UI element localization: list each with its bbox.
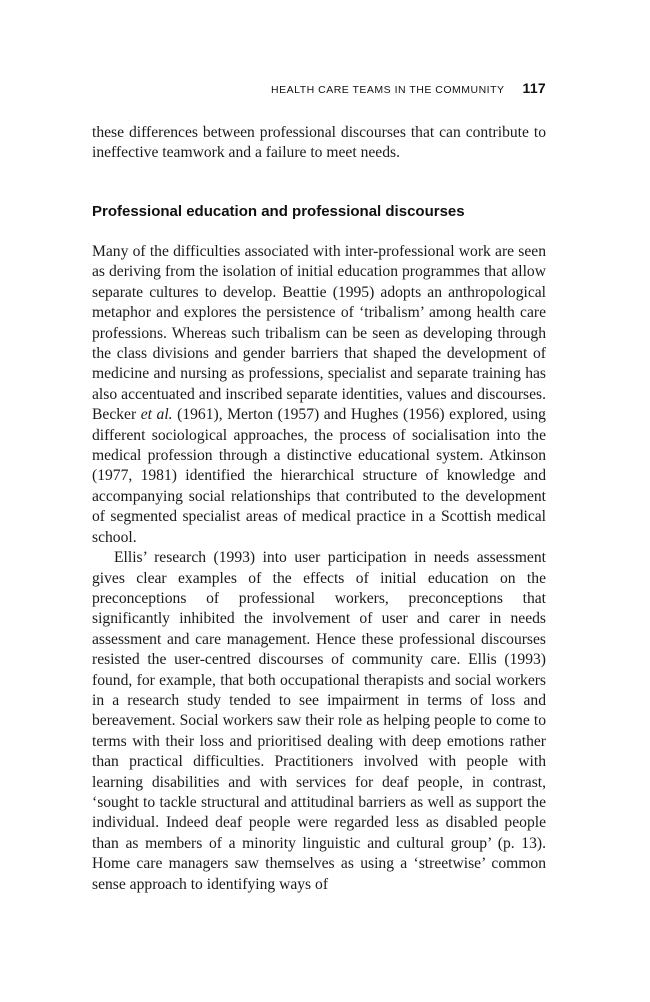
paragraph-1-italic: et al. [140, 406, 173, 424]
section-body [92, 242, 546, 895]
paragraph-2: Ellis’ research (1993) into user participation in needs assessment gives clear examples of the effects of initial education on the preconceptions of professional workers, preconceptions that significantly inhibited the involvement of user and carer in needs assessment and care management. Hence these professional discourses resisted the user-centred discourses of community care. Ellis (1993) found, for example, that both occupational therapists and social workers in a research study tended to see impairment in terms of loss and bereavement. Social workers saw their role as helping people to come to terms with their loss and prioritised dealing with deep emotions rather than practical difficulties. Practitioners involved with people with learning disabilities and with services for deaf people, in contrast, ‘sought to tackle structural and attitudinal barriers as well as support the individual. Indeed deaf people were regarded less as disabled people than as members of a minority linguistic and cultural group’ (p. 13). Home care managers saw themselves as using a ‘streetwise’ common sense approach to identifying ways of [92, 549, 546, 893]
paragraph-1-text-a: Many of the difficulties associated with inter-professional work are seen as deriving from the isolation of initial education programmes that allow separate cultures to develop. Beattie (1995) adopts an anthropological metaphor and explores the persistence of ‘tribalism’ among health care professions. Whereas such tribalism can be seen as developing through the class divisions and gender barriers that shaped the development of medicine and nursing as professions, specialist and separate training has also accentuated and inscribed separate identities, values and discourses. Becker [92, 243, 546, 424]
paragraph-1 [92, 242, 546, 548]
page-number: 117 [522, 80, 546, 96]
paragraph-1-text-b: (1961), Merton (1957) and Hughes (1956) explored, using different sociological approaches, the process of socialisation into the medical profession through a distinctive educational system. Atkinson (1977, 1981) identified the hierarchical structure of knowledge and accompanying social relationships that contributed to the development of segmented specialist areas of medical practice in a Scottish medical school. [92, 406, 546, 546]
continuation-paragraph: these differences between professional discourses that can contribute to ineffective teamwork and a failure to meet needs. [92, 124, 546, 162]
continuation-paragraph-block [92, 123, 546, 164]
running-header [271, 80, 546, 96]
section-heading: Professional education and professional discourses [92, 203, 465, 220]
running-title: HEALTH CARE TEAMS IN THE COMMUNITY [271, 84, 505, 96]
